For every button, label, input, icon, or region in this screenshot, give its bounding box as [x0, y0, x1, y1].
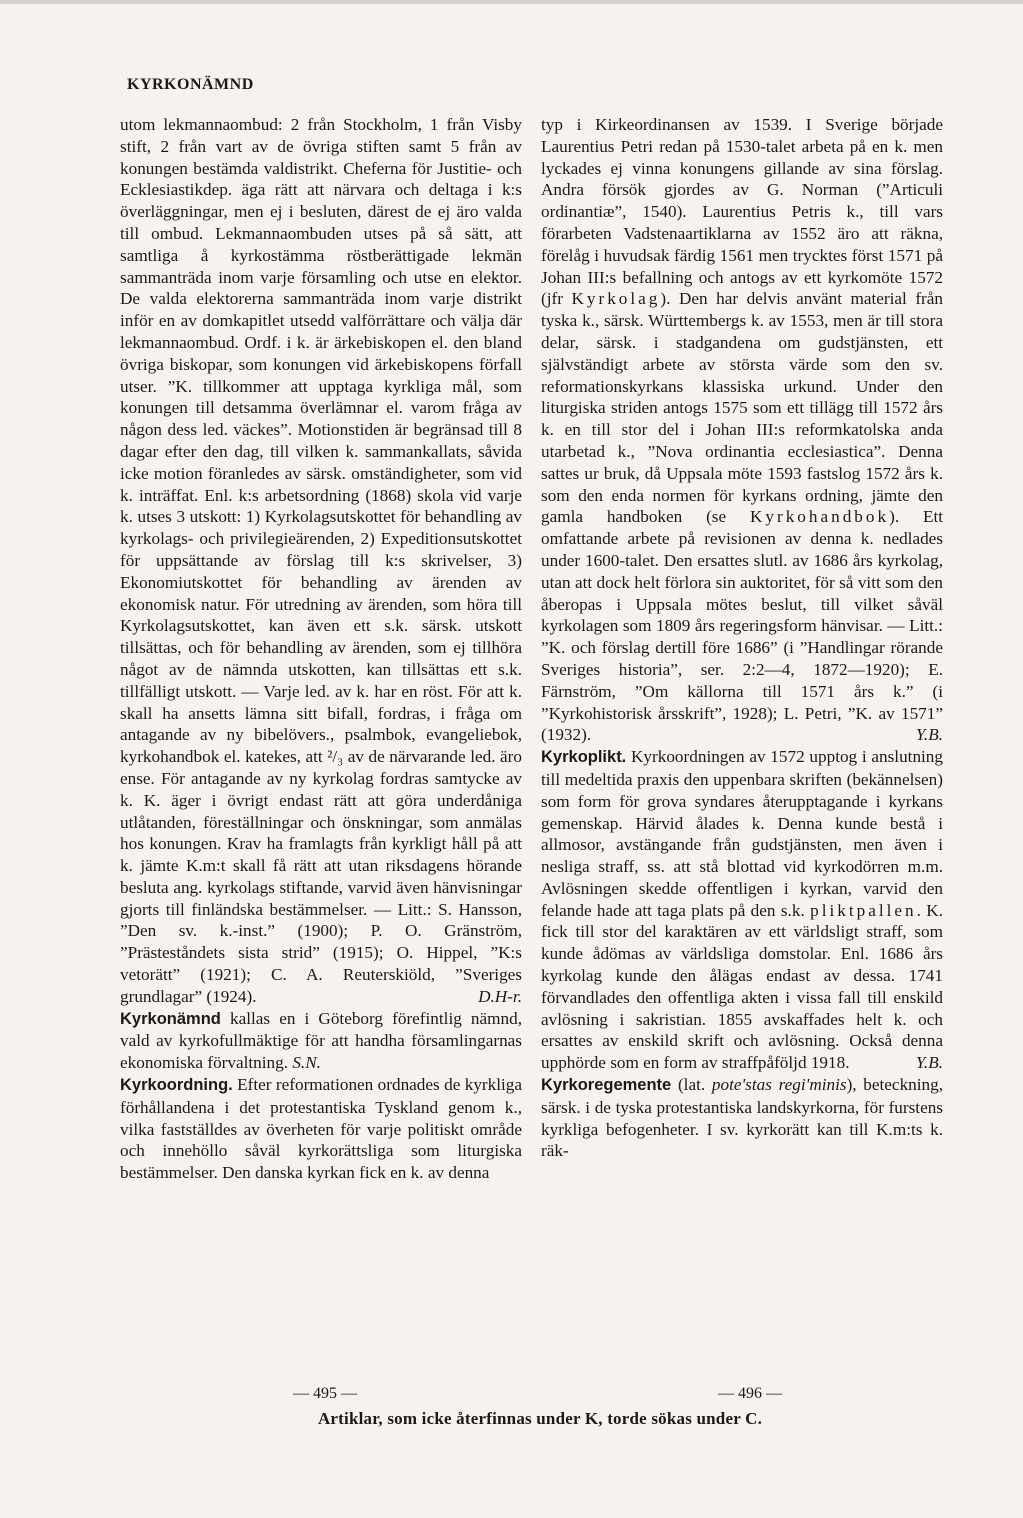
entry-text: ). Ett omfattande arbete på revisionen av denna k. nedlades under 1600-talet. Den ersattes slutl. av 1686 års kyrkolag, utan att dock helt förlora sin auktoritet, för så vitt som den åberopas i Uppsala mötes beslut, till vilket såväl kyrkolagen som 1809 års regeringsform hänvisar. — Litt.: ”K. och förslag dertill före 1686” (i ”Handlingar rörande Sveriges historia”, ser. 2:2—4, 1872—1920); E. Färnström, ”Om källorna till 1571 års k.” (i ”Kyrkohistorisk årsskrift”, 1928); L. Petri, ”K. av 1571” (1932).: [541, 507, 944, 745]
entry-text: kallas en i Göteborg förefintlig nämnd, vald av kyrkofullmäktige för att handha församlingarnas ekonomiska förvaltning.: [120, 1008, 523, 1073]
entry-text: Kyrkoordningen av 1572 upptog i anslutning till medeltida praxis den uppenbara skriften (bekännelsen) som form för grova syndares återupptagande i kyrkans gemenskap. Härvid ålades k. Denna kunde bestå i allmosor, avstängande från gudstjänsten, men även i nesliga straff, ss. att stå blottad vid kyrkodörren m.m. Avlösningen skedde offentligen i kyrkan, varvid den felande hade att taga plats på den s.k.: [541, 747, 943, 920]
page-top-edge: [0, 0, 1023, 4]
entry-kyrkoordning: [120, 1074, 522, 1184]
cross-reference: Kyrkohandbok: [749, 507, 890, 527]
article-continuation-text: utom lekmannaombud: 2 från Stockholm, 1 från Visby stift, 2 från vart av de övriga stiften samt 5 från av konungen bestämda valdistrikt. Cheferna för Justitie- och Ecklesiastikdep. äga rätt att närvara och deltaga i k:s överläggningar, men ej i besluten, därest de ej äro valda till ombud. Lekmannaombuden utses på så sätt, att samtliga å kyrkostämma röstberättigade lekmän sammanträda inom varje församling och utse en elektor. De valda elektorerna sammanträda inom varje distrikt inför en av domkapitlet utsedd valförrättare och välja där lekmannaombud. Ordf. i k. är ärkebiskopen el. den bland övriga biskopar, som konungen vid ärkebiskopens förfall utser. ”K. tillkommer att upptaga kyrkliga mål, som konungen till detsamma överlämnar el. varom fråga av någon dess led. väckes”. Motionstiden är begränsad till 8 dagar efter den dag, till vilken k. sammankallats, såvida icke motion föranledes av särsk. omständigheter, som vid k. inträffat. Enl. k:s arbetsordning (1868) skola vid varje k. utses 3 utskott: 1) Kyrkolagsutskottet för behandling av kyrkolags- och privilegieärenden, 2) Expeditionsutskottet för uppsättande av förslag till k:s skrivelser, 3) Ekonomiutskottet för behandling av ärenden av ekonomisk natur. För utredning av ärenden, som höra till Kyrkolagsutskottet, kan även ett s.k. särsk. utskott tillsättas, och för behandling av ärenden, som ej tillhöra något av de nämnda utskotten, kan tillsättas ett s.k. tillfälligt utskott. — Varje led. av k. har en röst. För att k. skall ha ansetts lämna sitt bifall, fordras, i fråga om antagande av ny bibelövers., psalmbok, evangeliebok, kyrkohandbok el. katekes, att ²/₃ av de närvarande led. äro ense. För antagande av ny kyrkolag fordras samtycke av k. K. äger i övrigt endast rätt att göra underdåniga utlåtanden, föreställningar och önskningar, som anmälas hos konungen. Krav ha framlagts från kyrkligt håll på att k. jämte K.m:t skall få rätt att utan riksdagens hörande besluta ang. kyrkolags stiftande, varvid även hänvisningar gjorts till finländska bestämmelser. — Litt.: S. Hansson, ”Den sv. k.-inst.” (1900); P. O. Gränström, ”Prästeståndets sista strid” (1915); O. Hippel, ”K:s vetorätt” (1921); C. A. Reuterskiöld, ”Sveriges grundlagar” (1924).: [120, 115, 522, 1006]
running-head: KYRKONÄMND: [127, 76, 254, 93]
entry-text: ), beteckning, särsk. i de tyska protestantiska landskyrkorna, för furstens kyrkliga befogenheter. I sv. kyrkorätt kan till K.m:ts k. räk-: [541, 1075, 944, 1161]
article-continuation: [541, 114, 943, 746]
author-signature: S.N.: [292, 1053, 321, 1073]
entry-text: typ i Kirkeordinansen av 1539. I Sverige började Laurentius Petri redan på 1530-talet arbeta på en k. men lyckades ej vinna konungens gillande av sina förslag. Andra försök gjordes av G. Norman (”Articuli ordinantiæ”, 1540). Laurentius Petris k., till vars förarbeten Vadstenaartiklarna av 1552 äro att räkna, förelåg i huvudsak färdig 1561 men trycktes först 1571 på Johan III:s befallning och antogs av ett kyrkomöte 1572 (jfr: [541, 115, 943, 309]
page-number-left: — 495 —: [293, 1385, 357, 1402]
entry-kyrkoplikt: [541, 746, 943, 1074]
author-signature: Y.B.: [915, 725, 943, 745]
entry-text: (lat.: [677, 1075, 706, 1095]
left-column: [120, 114, 522, 1184]
footer-note: Artiklar, som icke återfinnas under K, torde sökas under C.: [317, 1409, 763, 1428]
author-signature: Y.B.: [915, 1053, 943, 1073]
cross-reference: Kyrkolag: [571, 289, 661, 309]
page-number-right: — 496 —: [718, 1385, 782, 1402]
entry-text: . K. fick till stor del karaktären av ett världsligt straff, som kunde ådömas av världsliga domstolar. Enl. 1686 års kyrkolag kunde den ålägas endast av dessa. 1741 förvandlades den offentliga akten i vissa fall till enskild avlösning i sakristian. 1855 avskaffades helt k. och ersattes av enskild skrift och avlösning. Också denna upphörde som en form av straffpåföljd 1918.: [541, 900, 944, 1073]
entry-text: Efter reformationen ordnades de kyrkliga förhållandena i det protestantiska Tyskland genom k., vilka fastställdes av överheten för varje politiskt område och innehöllo såväl kyrkorättsliga som liturgiska bestämmelser. Den danska kyrkan fick en k. av denna: [120, 1075, 523, 1183]
entry-kyrkonamnd: [120, 1008, 522, 1074]
author-signature: D.H-r.: [478, 986, 522, 1006]
cross-reference: pliktpallen: [810, 900, 917, 920]
entry-text: ). Den har delvis använt material från tyska k., särsk. Württembergs k. av 1553, men är till stora delar, särsk. i stadgandena om gudstjänsten, ett självständigt arbete av största värde som den sv. reformationskyrkans klassiska urkund. Under den liturgiska striden antogs 1575 som ett tillägg till 1572 års k. en till stor del i Johan III:s reformkatolska anda utarbetad k., ”Nova ordinantia ecclesiastica”. Denna sattes ur bruk, då Uppsala möte 1593 fastslog 1572 års k. som den enda normen för kyrkans ordning, jämte den gamla handboken (se: [541, 289, 943, 527]
headword-kyrkoordning: Kyrkoordning.: [120, 1076, 233, 1095]
entry-kyrkoregemente: [541, 1074, 943, 1162]
article-continuation: [120, 114, 522, 1008]
latin-term: pote'stas regi'minis: [711, 1075, 847, 1095]
right-column: [541, 114, 943, 1162]
headword-kyrkoplikt: Kyrkoplikt.: [541, 748, 627, 767]
headword-kyrkoregemente: Kyrkoregemente: [541, 1076, 672, 1095]
headword-kyrkonamnd: Kyrkonämnd: [120, 1009, 221, 1028]
